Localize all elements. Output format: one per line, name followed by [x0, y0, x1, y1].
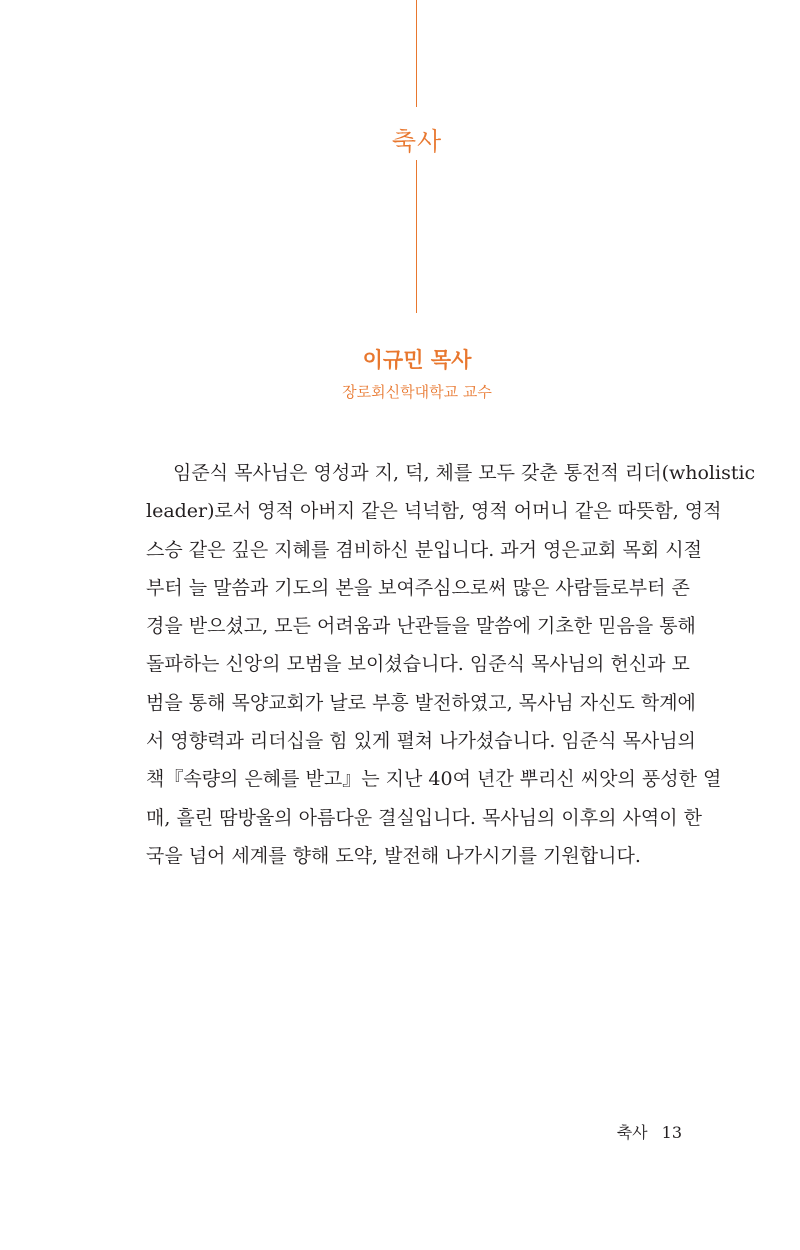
- body-line: 책『속량의 은혜를 받고』는 지난 40여 년간 뿌리신 씨앗의 풍성한 열: [146, 768, 722, 791]
- body-line: 매, 흘린 땀방울의 아름다운 결실입니다. 목사님의 이후의 사역이 한: [146, 806, 702, 829]
- footer-section-label: 축사: [616, 1123, 648, 1142]
- page-footer: [560, 1120, 682, 1143]
- body-line: 경을 받으셨고, 모든 어려움과 난관들을 말씀에 기초한 믿음을 통해: [146, 615, 696, 638]
- body-line: 돌파하는 신앙의 모범을 보이셨습니다. 임준식 목사님의 헌신과 모: [146, 653, 690, 676]
- body-line: 부터 늘 말씀과 기도의 본을 보여주심으로써 많은 사람들로부터 존: [146, 576, 690, 599]
- author-name: 이규민 목사: [362, 348, 472, 372]
- body-line: 스승 같은 깊은 지혜를 겸비하신 분입니다. 과거 영은교회 목회 시절: [146, 538, 702, 561]
- bottom-divider-line: [416, 160, 417, 313]
- author-title: 장로회신학대학교 교수: [342, 383, 492, 401]
- body-line: 범을 통해 목양교회가 날로 부흥 발전하였고, 목사님 자신도 학계에: [146, 691, 696, 714]
- body-line: 서 영향력과 리더십을 힘 있게 펼쳐 나가셨습니다. 임준식 목사님의: [146, 730, 696, 753]
- body-paragraph: [146, 454, 756, 875]
- top-divider-line: [416, 0, 417, 107]
- body-line: 임준식 목사님은 영성과 지, 덕, 체를 모두 갖춘 통전적 리더(wholistic: [173, 462, 756, 484]
- body-line: leader)로서 영적 아버지 같은 넉넉함, 영적 어머니 같은 따뜻함, 영적: [146, 500, 722, 523]
- body-line: 국을 넘어 세계를 향해 도약, 발전해 나가시기를 기원합니다.: [146, 844, 641, 867]
- page-number: 13: [661, 1123, 682, 1142]
- section-title: 축사: [391, 127, 443, 156]
